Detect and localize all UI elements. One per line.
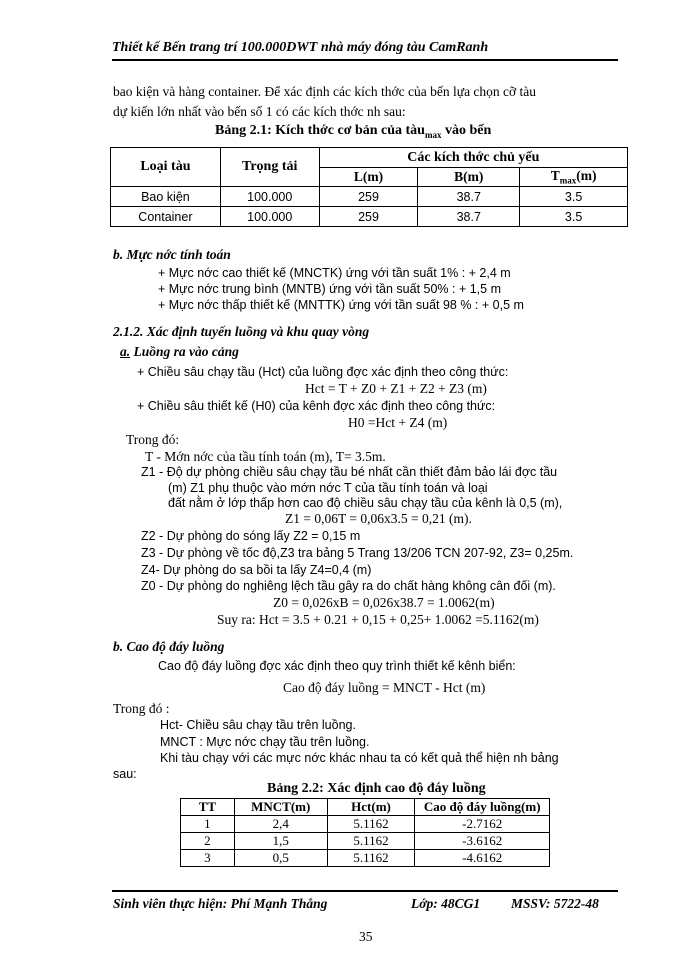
cell-weight: 100.000 [220,207,319,227]
col-mnct: MNCT(m) [234,799,327,816]
cell-hct: 5.1162 [327,816,415,833]
z1-definition-3: đất nằm ở lớp thấp hơn cao độ chiều sâu chạy tầu của kênh là 0,5 (m), [168,496,563,510]
cell-length: 259 [319,187,418,207]
channel-depth-line: + Chiều sâu chạy tầu (Hct) của luồng đợc xác định theo công thức: [137,365,509,379]
water-level-line-2: + Mực nớc trung bình (MNTB) ứng với tần suất 50% : + 1,5 m [158,282,501,296]
cell-beam: 38.7 [418,207,520,227]
page-number: 35 [359,929,373,944]
col-bottom-level: Cao độ đáy luồng(m) [415,799,550,816]
section-212-title: 2.1.2. Xác định tuyến luồng và khu quay vòng [113,324,370,339]
col-weight: Trọng tải [220,148,319,187]
footer-class: Lớp: 48CG1 [411,896,481,911]
cell-type: Bao kiện [111,187,221,207]
footer-student: Sinh viên thực hiện: Phí Mạnh Thắng [113,896,328,911]
design-depth-line: + Chiều sâu thiết kế (H0) của kênh đợc xác định theo công thức: [137,399,496,413]
hct-definition: Hct- Chiều sâu chạy tầu trên luồng. [160,718,356,732]
cell-bottom-level: -3.6162 [415,833,550,850]
result-intro-1: Khi tàu chạy với các mực nớc khác nhau ta có kết quả thể hiện nh bảng [160,751,559,765]
z2-definition: Z2 - Dự phòng do sóng lấy Z2 = 0,15 m [141,529,361,543]
cell-tt: 1 [181,816,235,833]
table-row [181,850,550,867]
water-level-line-3: + Mực nớc thấp thiết kế (MNTTK) ứng với tần suất 98 % : + 0,5 m [158,298,524,312]
where-label: Trong đó: [126,432,180,447]
cell-mnct: 2,4 [234,816,327,833]
cell-type: Container [111,207,221,227]
channel-bottom-table [180,798,550,867]
cell-hct: 5.1162 [327,833,415,850]
result-intro-2: sau: [113,767,137,781]
cell-mnct: 0,5 [234,850,327,867]
col-hct: Hct(m) [327,799,415,816]
z1-definition-2: (m) Z1 phụ thuộc vào mớn nớc T của tầu tính toán và loại [168,481,488,495]
col-draft: $T_{max}(m)$ [520,168,628,187]
col-beam: B(m) [418,168,520,187]
hct-result: Suy ra: Hct = 3.5 + 0.21 + 0,15 + 0,25+ 1.0062 =5.1162(m) [217,612,539,627]
channel-bottom-formula: Cao độ đáy luồng = MNCT - Hct (m) [283,680,486,695]
water-level-line-1: + Mực nớc cao thiết kế (MNCTK) ứng với tần suất 1% : + 2,4 m [158,266,511,280]
cell-bottom-level: -2.7162 [415,816,550,833]
ship-dimensions-table [110,147,628,227]
z4-definition: Z4- Dự phòng do sa bồi ta lấy Z4=0,4 (m) [141,563,372,577]
z1-definition-1: Z1 - Độ dự phòng chiều sâu chạy tầu bé nhất cần thiết đảm bảo lái đợc tầu [141,465,558,479]
col-main-dimensions: Các kích thớc chủ yếu [319,148,627,168]
channel-bottom-line: Cao độ đáy luồng đợc xác định theo quy trình thiết kế kênh biển: [158,659,516,673]
section-channel-bottom-title: b. Cao độ đáy luồng [113,639,225,654]
table-row [111,207,628,227]
cell-mnct: 1,5 [234,833,327,850]
cell-draft: 3.5 [520,207,628,227]
cell-weight: 100.000 [220,187,319,207]
channel-depth-formula: Hct = T + Z0 + Z1 + Z2 + Z3 (m) [305,381,487,396]
table-row [111,187,628,207]
cell-length: 259 [319,207,418,227]
draft-definition: T - Mớn nớc của tầu tính toán (m), T= 3.5m. [145,449,386,464]
table2-caption: Bảng 2.2: Xác định cao độ đáy luồng [267,781,486,796]
z1-formula: Z1 = 0,06T = 0,06x3.5 = 0,21 (m). [285,511,472,526]
table1-caption: Bảng 2.1: Kích thớc cơ bản của tàu$_{max}$ vào bến [215,123,492,140]
table-row [181,816,550,833]
intro-line-1: bao kiện và hàng container. Để xác định các kích thớc của bến lựa chọn cỡ tàu [113,84,537,99]
col-length: L(m) [319,168,418,187]
cell-draft: 3.5 [520,187,628,207]
where-label-2: Trong đó : [113,701,170,716]
z0-definition: Z0 - Dự phòng do nghiêng lệch tầu gây ra do chất hàng không cân đối (m). [141,579,556,593]
cell-tt: 3 [181,850,235,867]
z3-definition: Z3 - Dự phòng về tốc độ,Z3 tra bảng 5 Trang 13/206 TCN 207-92, Z3= 0,25m. [141,546,574,560]
section-water-levels-title: b. Mực nớc tính toán [113,247,231,262]
col-tt: TT [181,799,235,816]
page-header: Thiết kế Bến trang trí 100.000DWT nhà máy đóng tàu CamRanh [112,40,489,55]
footer-rule [112,890,618,892]
subsection-channel-title: a. Luồng ra vào cảng [120,344,239,359]
cell-tt: 2 [181,833,235,850]
header-rule [112,59,618,61]
z0-formula: Z0 = 0,026xB = 0,026x38.7 = 1.0062(m) [273,595,495,610]
table-row [181,833,550,850]
intro-line-2: dự kiến lớn nhất vào bến số 1 có các kích thớc nh sau: [113,104,406,119]
footer-student-id: MSSV: 5722-48 [511,896,599,911]
cell-beam: 38.7 [418,187,520,207]
cell-bottom-level: -4.6162 [415,850,550,867]
design-depth-formula: H0 =Hct + Z4 (m) [348,415,448,430]
col-ship-type: Loại tàu [111,148,221,187]
cell-hct: 5.1162 [327,850,415,867]
mnct-definition: MNCT : Mực nớc chạy tầu trên luồng. [160,735,370,749]
